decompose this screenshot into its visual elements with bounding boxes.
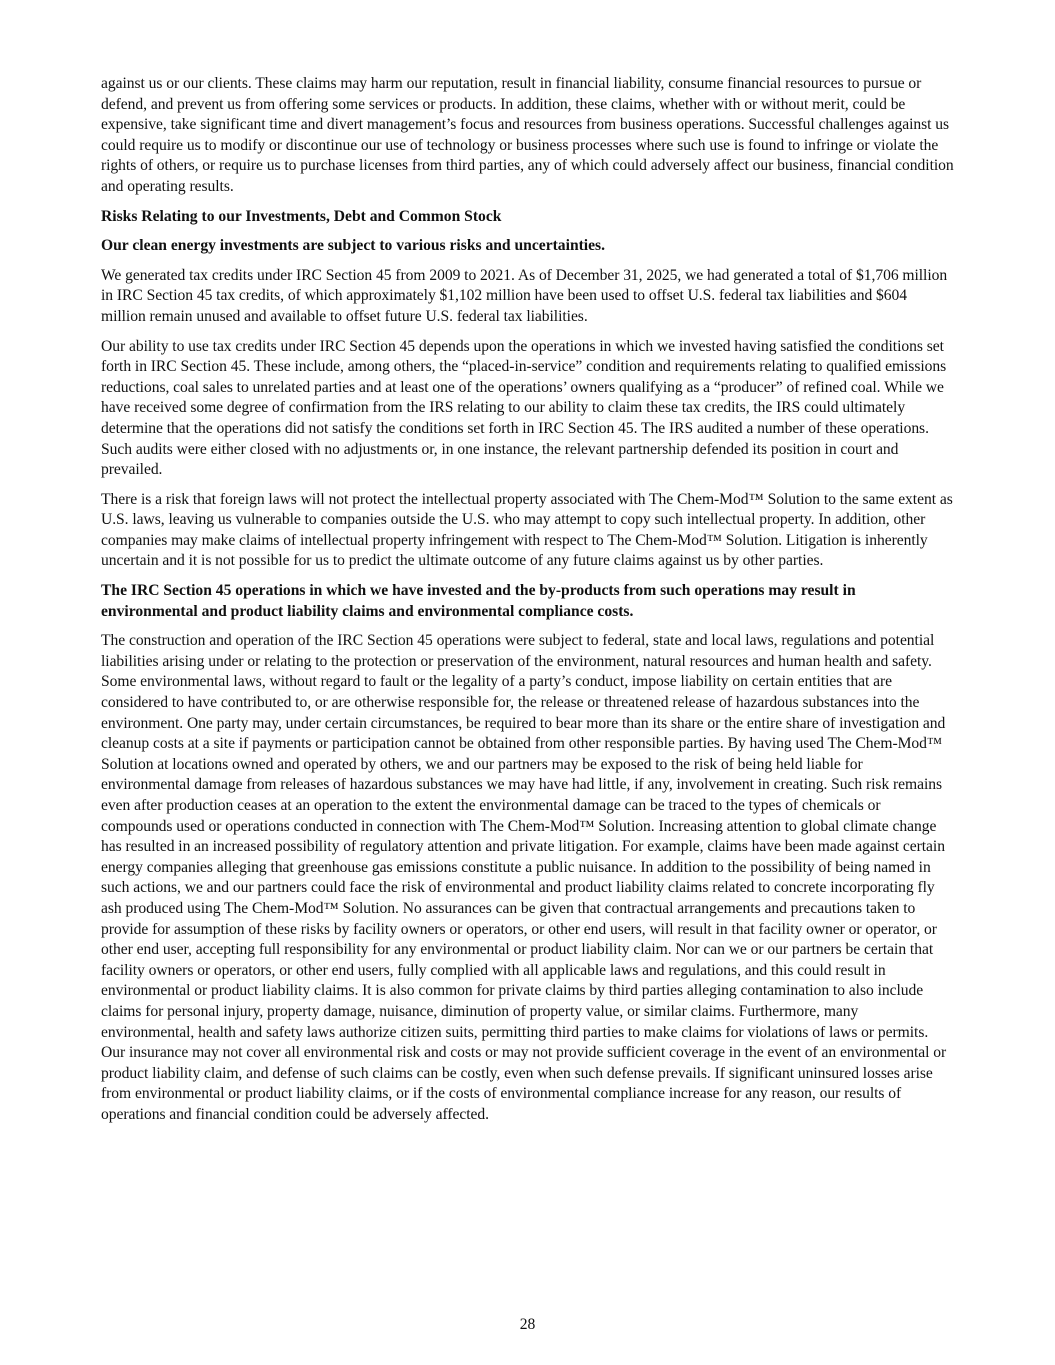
- paragraph-foreign-laws-ip: There is a risk that foreign laws will not protect the intellectual property associated with The Chem-Mod™ Solution to the same extent as U.S. laws, leaving us vulnerable to companies outside the U.S. who may attempt to copy such intellectual property. In addition, other companies may make claims of intellectual property infringement with respect to The Chem-Mod™ Solution. Litigation is inherently uncertain and it is not possible for us to predict the ultimate outcome of any future claims against us by other parties.: [101, 490, 953, 570]
- page-number: 28: [519, 1316, 536, 1333]
- paragraph-tax-credits: We generated tax credits under IRC Section 45 from 2009 to 2021. As of December 31, 2025, we had generated a total of $1,706 million in IRC Section 45 tax credits, of which approximately $1,102 million have been used to offset U.S. federal tax liabilities and $604 million remain unused and available to offset future U.S. federal tax liabilities.: [101, 266, 948, 325]
- risk-heading-environmental-liability: The IRC Section 45 operations in which we have invested and the by-products from such operations may result in environmental and product liability claims and environmental compliance costs.: [101, 582, 856, 620]
- document-page: [101, 74, 955, 1135]
- section-heading-investments-debt-stock: Risks Relating to our Investments, Debt and Common Stock: [101, 207, 502, 225]
- paragraph-environmental-liability: The construction and operation of the IRC Section 45 operations were subject to federal, state and local laws, regulations and potential liabilities arising under or relating to the protection or preservation of the environment, natural resources and human health and safety. Some environmental laws, without regard to fault or the legality of a party’s conduct, impose liability on certain entities that are considered to have contributed to, or are otherwise responsible for, the release or threatened release of hazardous substances into the environment. One party may, under certain circumstances, be required to bear more than its share or the entire share of investigation and cleanup costs at a site if payments or participation cannot be obtained from other responsible parties. By having used The Chem-Mod™ Solution at locations owned and operated by others, we and our partners may be exposed to the risk of being held liable for environmental damage from releases of hazardous substances we may have had little, if any, involvement in creating. Such risk remains even after production ceases at an operation to the extent the environmental damage can be traced to the types of chemicals or compounds used or operations conducted in connection with The Chem-Mod™ Solution. Increasing attention to global climate change has resulted in an increased possibility of regulatory attention and private litigation. For example, claims have been made against certain energy companies alleging that greenhouse gas emissions constitute a public nuisance. In addition to the possibility of being named in such actions, we and our partners could face the risk of environmental and product liability claims related to concrete incorporating fly ash produced using The Chem-Mod™ Solution. No assurances can be given that contractual arrangements and precautions taken to provide for assumption of these risks by facility owners or operators, or other end users, will result in that facility owner or operator, or other end user, accepting full responsibility for any environmental or product liability claim. Nor can we or our partners be certain that facility owners or operators, or other end users, fully complied with all applicable laws and regulations, and this could result in environmental or product liability claims. It is also common for private claims by third parties alleging contamination to also include claims for personal injury, property damage, nuisance, diminution of property value, or similar claims. Furthermore, many environmental, health and safety laws authorize citizen suits, permitting third parties to make claims for violations of laws or permits. Our insurance may not cover all environmental risk and costs or may not provide sufficient coverage in the event of an environmental or product liability claim, and defense of such claims can be costly, even when such defense prevails. If significant uninsured losses arise from environmental or product liability claims, or if the costs of environmental compliance increase for any reason, our results of operations and financial condition could be adversely affected.: [101, 632, 947, 1123]
- paragraph-ip-claims-continuation: against us or our clients. These claims may harm our reputation, result in financial liability, consume financial resources to pursue or defend, and prevent us from offering some services or products. In addition, these claims, whether with or without merit, could be expensive, take significant time and divert management’s focus and resources from business operations. Successful challenges against us could require us to modify or discontinue our use of technology or business processes where such use is found to infringe or violate the rights of others, or require us to purchase licenses from third parties, any of which could adversely affect our business, financial condition and operating results.: [101, 75, 954, 195]
- paragraph-irc-section-45-ability: Our ability to use tax credits under IRC Section 45 depends upon the operations in which we invested having satisfied the conditions set forth in IRC Section 45. These include, among others, the “placed-in-service” condition and requirements relating to qualified emissions reductions, coal sales to unrelated parties and at least one of the operations’ owners qualifying as a “producer” of refined coal. While we have received some degree of confirmation from the IRS relating to our ability to claim these tax credits, the IRS could ultimately determine that the operations did not satisfy the conditions set forth in IRC Section 45. The IRS audited a number of these operations. Such audits were either closed with no adjustments or, in one instance, the relevant partnership defended its position in court and prevailed.: [101, 337, 947, 479]
- risk-heading-clean-energy: Our clean energy investments are subject to various risks and uncertainties.: [101, 237, 606, 255]
